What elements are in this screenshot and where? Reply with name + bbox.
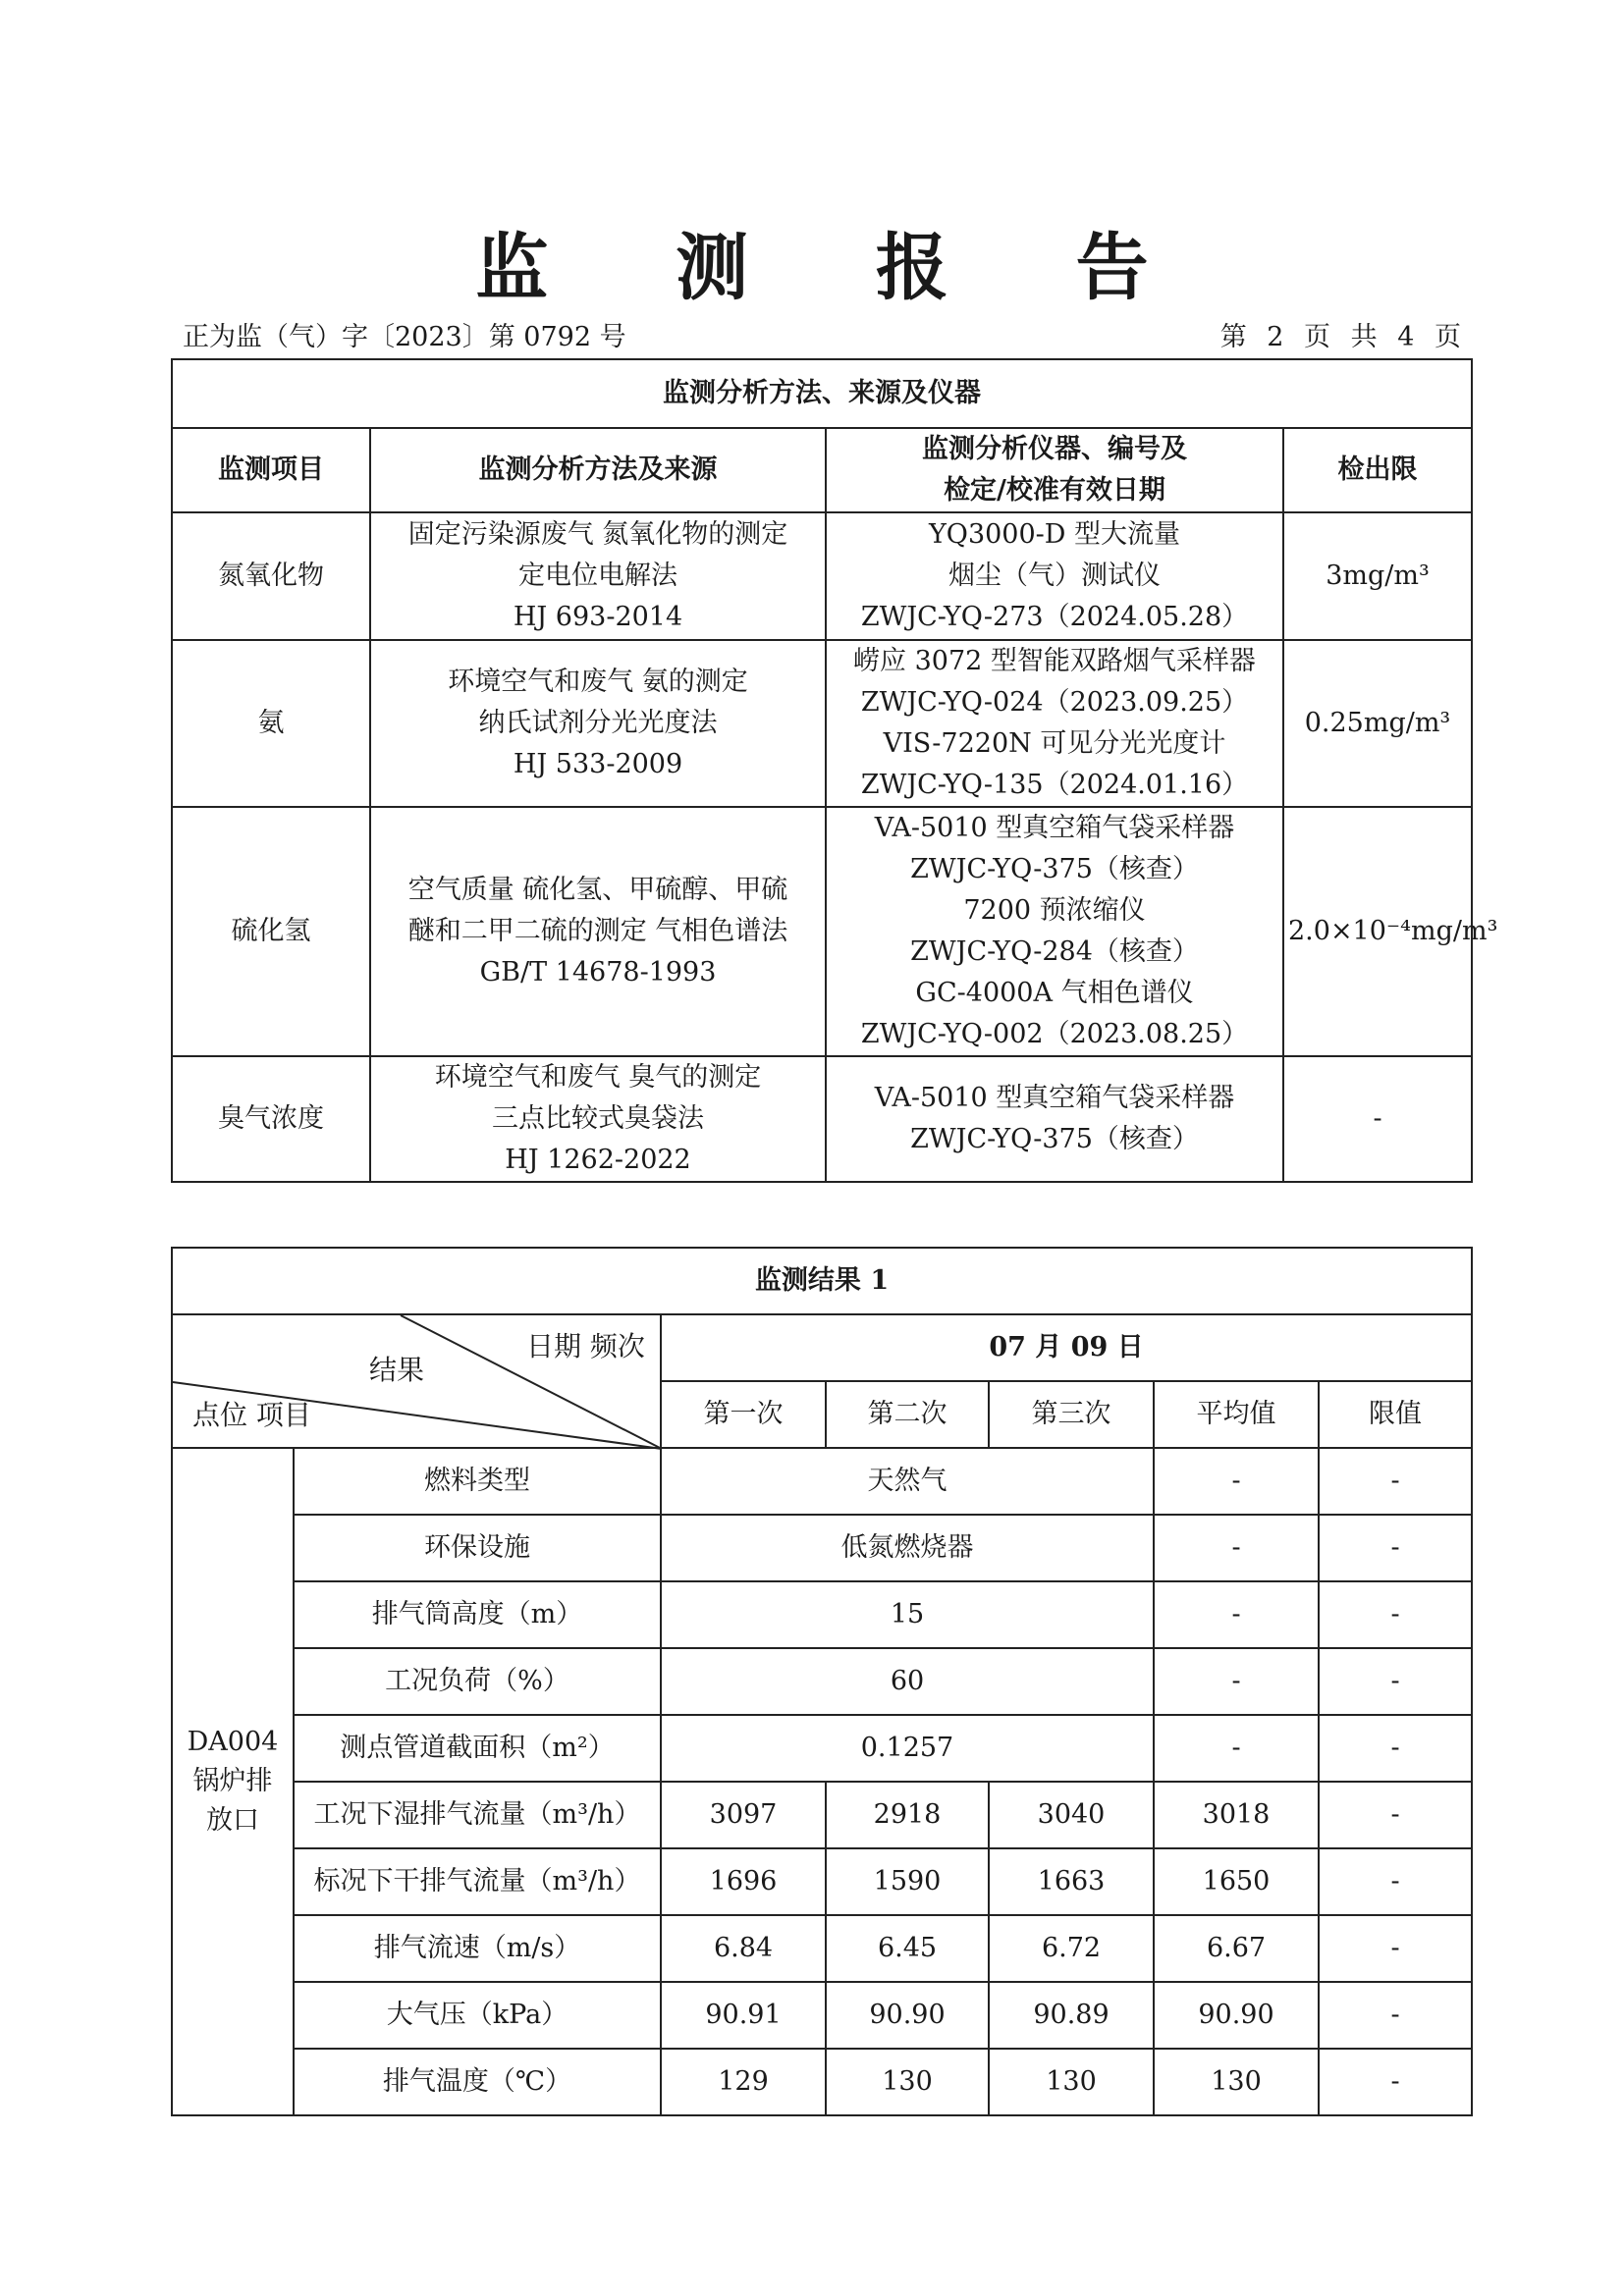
- instrument-line: ZWJC-YQ-375（核查）: [910, 854, 1199, 884]
- result-row: [172, 2049, 1472, 2115]
- corner-result: 结果: [369, 1354, 425, 1386]
- avg-cell: -: [1154, 1715, 1319, 1782]
- value-cell: 90.91: [661, 1982, 826, 2049]
- value-cell: 6.72: [989, 1915, 1154, 1982]
- instrument-line: ZWJC-YQ-273（2024.05.28）: [860, 602, 1249, 632]
- result-row: [172, 1448, 1472, 1515]
- column-header: 平均值: [1154, 1381, 1319, 1448]
- instrument-line: VA-5010 型真空箱气袋采样器: [874, 813, 1235, 843]
- limit-cell: -: [1319, 1448, 1472, 1515]
- corner-date-freq: 日期 频次: [526, 1330, 645, 1362]
- method-row-ammonia: [172, 640, 1472, 807]
- column-header: 第一次: [661, 1381, 826, 1448]
- row-label: 工况下湿排气流量（m³/h）: [294, 1782, 661, 1848]
- avg-cell: 130: [1154, 2049, 1319, 2115]
- method-instrument: [826, 807, 1283, 1056]
- header-instrument: [826, 428, 1283, 512]
- method-limit: 0.25mg/m³: [1283, 640, 1472, 807]
- header-instrument-line: 监测分析仪器、编号及: [922, 434, 1187, 464]
- result-row: [172, 1915, 1472, 1982]
- value-cell: 1590: [826, 1848, 989, 1915]
- method-line: HJ 1262-2022: [505, 1145, 691, 1175]
- instrument-line: GC-4000A 气相色谱仪: [915, 978, 1194, 1008]
- instrument-line: 崂应 3072 型智能双路烟气采样器: [853, 646, 1256, 676]
- header-instrument-line: 检定/校准有效日期: [944, 475, 1165, 506]
- avg-cell: -: [1154, 1648, 1319, 1715]
- method-line: 环境空气和废气 氨的测定: [448, 667, 748, 697]
- date-header: 07 月 09 日: [661, 1314, 1472, 1381]
- limit-cell: -: [1319, 1848, 1472, 1915]
- header-method: 监测分析方法及来源: [370, 428, 826, 512]
- instrument-line: ZWJC-YQ-284（核查）: [910, 936, 1199, 967]
- methods-table: [171, 358, 1498, 1183]
- method-instrument: [826, 1056, 1283, 1182]
- instrument-line: VA-5010 型真空箱气袋采样器: [874, 1083, 1235, 1113]
- results-table: [171, 1247, 1473, 2116]
- method-row-h2s: [172, 807, 1472, 1056]
- method-limit: -: [1283, 1056, 1472, 1182]
- method-line: 定电位电解法: [518, 561, 677, 591]
- method-limit: 2.0×10⁻⁴mg/m³: [1283, 807, 1472, 1056]
- point-line: 锅炉排: [192, 1766, 273, 1796]
- column-header: 限值: [1319, 1381, 1472, 1448]
- value-cell: 2918: [826, 1782, 989, 1848]
- method-line: 醚和二甲二硫的测定 气相色谱法: [407, 916, 788, 946]
- limit-cell: -: [1319, 1982, 1472, 2049]
- avg-cell: 6.67: [1154, 1915, 1319, 1982]
- method-item: 硫化氢: [172, 807, 370, 1056]
- column-header: 第二次: [826, 1381, 989, 1448]
- method-source: [370, 512, 826, 640]
- limit-cell: -: [1319, 1915, 1472, 1982]
- avg-cell: -: [1154, 1515, 1319, 1581]
- merged-value: 0.1257: [661, 1715, 1154, 1782]
- merged-value: 60: [661, 1648, 1154, 1715]
- avg-cell: 3018: [1154, 1782, 1319, 1848]
- monitoring-point: [172, 1448, 294, 2115]
- result-row: [172, 1715, 1472, 1782]
- method-line: HJ 693-2014: [513, 602, 683, 632]
- row-label: 燃料类型: [294, 1448, 661, 1515]
- instrument-line: 7200 预浓缩仪: [963, 895, 1146, 926]
- instrument-line: 烟尘（气）测试仪: [948, 561, 1161, 591]
- row-label: 排气流速（m/s）: [294, 1915, 661, 1982]
- method-source: [370, 1056, 826, 1182]
- method-limit: 3mg/m³: [1283, 512, 1472, 640]
- method-line: GB/T 14678-1993: [479, 957, 717, 988]
- document-number: 正为监（气）字〔2023〕第 0792 号: [183, 322, 626, 352]
- instrument-line: YQ3000-D 型大流量: [928, 519, 1181, 550]
- limit-cell: -: [1319, 1715, 1472, 1782]
- method-item: 氮氧化物: [172, 512, 370, 640]
- limit-cell: -: [1319, 1581, 1472, 1648]
- method-row-odor: [172, 1056, 1472, 1182]
- method-instrument: [826, 512, 1283, 640]
- column-header: 第三次: [989, 1381, 1154, 1448]
- limit-cell: -: [1319, 1648, 1472, 1715]
- value-cell: 90.89: [989, 1982, 1154, 2049]
- result-row: [172, 1581, 1472, 1648]
- result-row: [172, 1782, 1472, 1848]
- limit-cell: -: [1319, 2049, 1472, 2115]
- avg-cell: -: [1154, 1448, 1319, 1515]
- result-row: [172, 1848, 1472, 1915]
- merged-value: 天然气: [661, 1448, 1154, 1515]
- row-label: 工况负荷（%）: [294, 1648, 661, 1715]
- value-cell: 6.45: [826, 1915, 989, 1982]
- row-label: 排气筒高度（m）: [294, 1581, 661, 1648]
- corner-point-item: 点位 项目: [192, 1399, 311, 1431]
- avg-cell: 90.90: [1154, 1982, 1319, 2049]
- method-line: HJ 533-2009: [513, 749, 683, 779]
- page-info: 第 2 页 共 4 页: [1219, 322, 1467, 352]
- methods-section-title: 监测分析方法、来源及仪器: [172, 359, 1472, 428]
- avg-cell: -: [1154, 1581, 1319, 1648]
- method-line: 纳氏试剂分光光度法: [478, 708, 718, 738]
- value-cell: 129: [661, 2049, 826, 2115]
- instrument-line: ZWJC-YQ-002（2023.08.25）: [860, 1019, 1249, 1049]
- row-label: 大气压（kPa）: [294, 1982, 661, 2049]
- value-cell: 3040: [989, 1782, 1154, 1848]
- method-item: 氨: [172, 640, 370, 807]
- method-line: 三点比较式臭袋法: [492, 1103, 704, 1134]
- merged-value: 15: [661, 1581, 1154, 1648]
- method-line: 空气质量 硫化氢、甲硫醇、甲硫: [407, 875, 788, 905]
- value-cell: 3097: [661, 1782, 826, 1848]
- method-instrument: [826, 640, 1283, 807]
- instrument-line: ZWJC-YQ-024（2023.09.25）: [860, 687, 1249, 718]
- result-row: [172, 1515, 1472, 1581]
- method-line: 环境空气和废气 臭气的测定: [434, 1062, 762, 1093]
- method-item: 臭气浓度: [172, 1056, 370, 1182]
- row-label: 标况下干排气流量（m³/h）: [294, 1848, 661, 1915]
- avg-cell: 1650: [1154, 1848, 1319, 1915]
- row-label: 环保设施: [294, 1515, 661, 1581]
- value-cell: 1696: [661, 1848, 826, 1915]
- instrument-line: VIS-7220N 可见分光光度计: [883, 728, 1226, 759]
- value-cell: 130: [826, 2049, 989, 2115]
- point-line: 放口: [206, 1805, 259, 1836]
- value-cell: 130: [989, 2049, 1154, 2115]
- limit-cell: -: [1319, 1515, 1472, 1581]
- instrument-line: ZWJC-YQ-375（核查）: [910, 1124, 1199, 1154]
- corner-header: [172, 1314, 661, 1448]
- result-row: [172, 1982, 1472, 2049]
- method-line: 固定污染源废气 氮氧化物的测定: [407, 519, 788, 550]
- report-title: 监 测 报 告: [475, 226, 1200, 310]
- row-label: 测点管道截面积（m²）: [294, 1715, 661, 1782]
- method-source: [370, 640, 826, 807]
- results-section-title: 监测结果 1: [172, 1248, 1472, 1314]
- value-cell: 1663: [989, 1848, 1154, 1915]
- result-row: [172, 1648, 1472, 1715]
- instrument-line: ZWJC-YQ-135（2024.01.16）: [860, 770, 1249, 800]
- point-line: DA004: [187, 1727, 279, 1757]
- value-cell: 90.90: [826, 1982, 989, 2049]
- header-item: 监测项目: [172, 428, 370, 512]
- row-label: 排气温度（℃）: [294, 2049, 661, 2115]
- merged-value: 低氮燃烧器: [661, 1515, 1154, 1581]
- limit-cell: -: [1319, 1782, 1472, 1848]
- value-cell: 6.84: [661, 1915, 826, 1982]
- method-row-nox: [172, 512, 1472, 640]
- header-limit: 检出限: [1283, 428, 1472, 512]
- method-source: [370, 807, 826, 1056]
